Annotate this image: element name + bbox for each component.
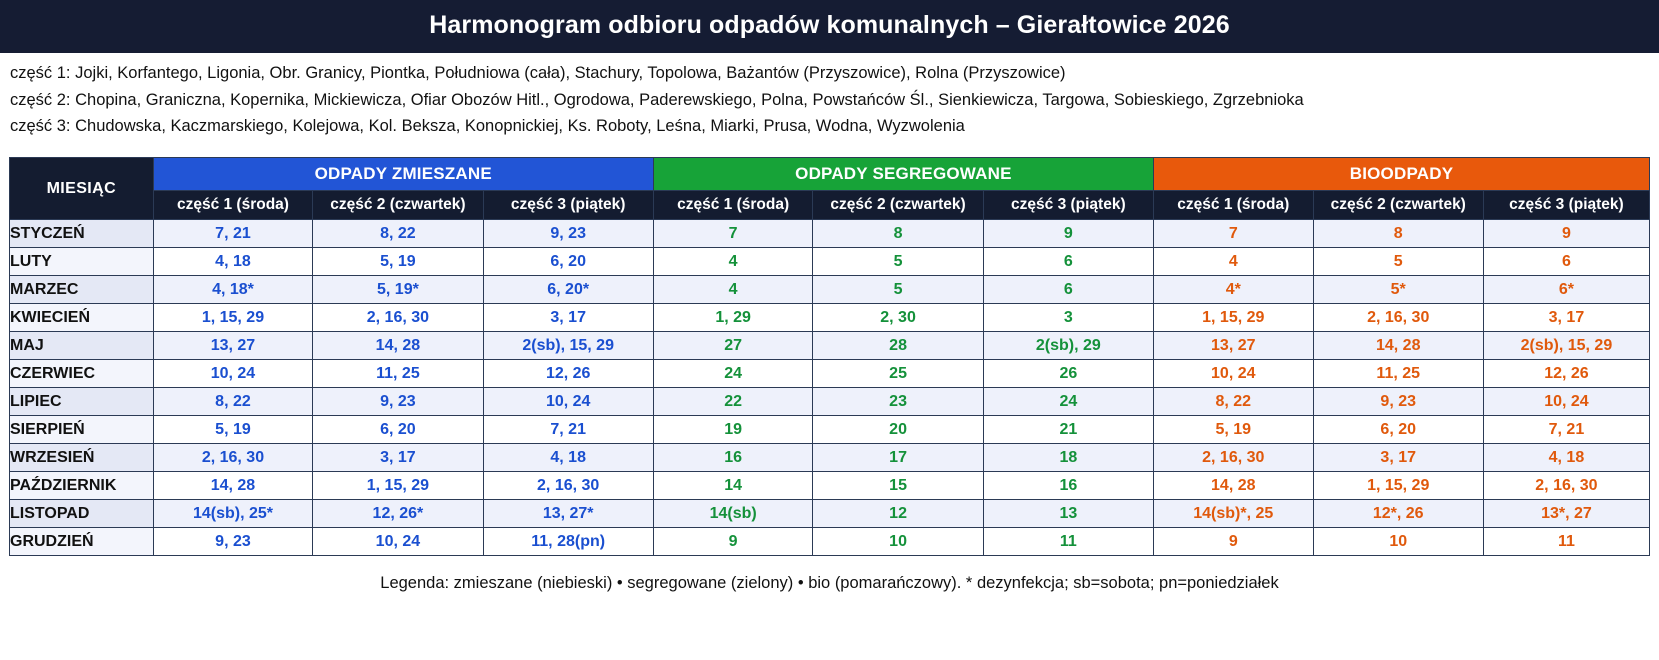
cell-sorted-2: 25 <box>813 360 983 388</box>
table-row <box>10 220 1650 248</box>
row-month: LUTY <box>10 248 154 276</box>
cell-mixed-3: 9, 23 <box>483 220 653 248</box>
cell-sorted-2: 15 <box>813 472 983 500</box>
cell-sorted-3: 6 <box>983 276 1153 304</box>
subheader-mixed-2: część 2 (czwartek) <box>313 191 483 220</box>
cell-mixed-3: 12, 26 <box>483 360 653 388</box>
cell-mixed-1: 4, 18 <box>153 248 313 276</box>
cell-sorted-1: 4 <box>653 248 813 276</box>
table-row <box>10 304 1650 332</box>
cell-sorted-1: 14(sb) <box>653 500 813 528</box>
cell-bio-2: 11, 25 <box>1313 360 1483 388</box>
subheader-bio-3: część 3 (piątek) <box>1483 191 1649 220</box>
table-row <box>10 388 1650 416</box>
cell-bio-2: 5* <box>1313 276 1483 304</box>
cell-bio-2: 9, 23 <box>1313 388 1483 416</box>
cell-bio-3: 6* <box>1483 276 1649 304</box>
table-body <box>10 220 1650 556</box>
header-group-sorted: ODPADY SEGREGOWANE <box>653 158 1153 191</box>
cell-mixed-3: 10, 24 <box>483 388 653 416</box>
cell-mixed-3: 2, 16, 30 <box>483 472 653 500</box>
cell-mixed-2: 2, 16, 30 <box>313 304 483 332</box>
cell-mixed-1: 14, 28 <box>153 472 313 500</box>
cell-bio-2: 5 <box>1313 248 1483 276</box>
cell-mixed-3: 11, 28(pn) <box>483 528 653 556</box>
cell-mixed-3: 7, 21 <box>483 416 653 444</box>
cell-mixed-3: 6, 20 <box>483 248 653 276</box>
cell-bio-2: 10 <box>1313 528 1483 556</box>
cell-sorted-3: 13 <box>983 500 1153 528</box>
cell-sorted-3: 26 <box>983 360 1153 388</box>
zone-line-1: część 1: Jojki, Korfantego, Ligonia, Obr. Granicy, Piontka, Południowa (cała), Stachury, Topolowa, Bażantów (Przyszowice), Rolna (Przyszowice) <box>10 64 1066 82</box>
subheader-row <box>10 191 1650 220</box>
table-row <box>10 248 1650 276</box>
cell-mixed-1: 14(sb), 25* <box>153 500 313 528</box>
cell-bio-3: 11 <box>1483 528 1649 556</box>
cell-mixed-1: 8, 22 <box>153 388 313 416</box>
cell-bio-1: 8, 22 <box>1153 388 1313 416</box>
cell-mixed-2: 6, 20 <box>313 416 483 444</box>
cell-mixed-3: 6, 20* <box>483 276 653 304</box>
row-month: MARZEC <box>10 276 154 304</box>
cell-sorted-2: 23 <box>813 388 983 416</box>
cell-bio-3: 7, 21 <box>1483 416 1649 444</box>
cell-sorted-1: 16 <box>653 444 813 472</box>
cell-mixed-1: 5, 19 <box>153 416 313 444</box>
cell-mixed-1: 13, 27 <box>153 332 313 360</box>
legend-text: Legenda: zmieszane (niebieski) • segregowane (zielony) • bio (pomarańczowy). * dezynfekcja; sb=sobota; pn=poniedziałek <box>380 574 1279 593</box>
header-month: MIESIĄC <box>10 158 154 220</box>
cell-sorted-2: 5 <box>813 248 983 276</box>
cell-sorted-2: 2, 30 <box>813 304 983 332</box>
row-month: STYCZEŃ <box>10 220 154 248</box>
cell-mixed-3: 4, 18 <box>483 444 653 472</box>
cell-mixed-3: 3, 17 <box>483 304 653 332</box>
cell-mixed-2: 5, 19 <box>313 248 483 276</box>
cell-mixed-3: 13, 27* <box>483 500 653 528</box>
cell-mixed-2: 5, 19* <box>313 276 483 304</box>
cell-sorted-3: 2(sb), 29 <box>983 332 1153 360</box>
cell-sorted-3: 18 <box>983 444 1153 472</box>
cell-bio-3: 10, 24 <box>1483 388 1649 416</box>
cell-bio-3: 13*, 27 <box>1483 500 1649 528</box>
row-month: CZERWIEC <box>10 360 154 388</box>
table-row <box>10 332 1650 360</box>
cell-sorted-3: 9 <box>983 220 1153 248</box>
cell-sorted-1: 14 <box>653 472 813 500</box>
cell-sorted-3: 24 <box>983 388 1153 416</box>
cell-bio-2: 6, 20 <box>1313 416 1483 444</box>
cell-sorted-2: 10 <box>813 528 983 556</box>
cell-sorted-3: 6 <box>983 248 1153 276</box>
cell-sorted-3: 11 <box>983 528 1153 556</box>
cell-sorted-3: 16 <box>983 472 1153 500</box>
table-row <box>10 276 1650 304</box>
zone-line-3: część 3: Chudowska, Kaczmarskiego, Kolejowa, Kol. Beksza, Konopnickiej, Ks. Roboty, Leśna, Miarki, Prusa, Wodna, Wyzwolenia <box>10 117 965 136</box>
zone-list <box>0 53 1659 140</box>
subheader-bio-2: część 2 (czwartek) <box>1313 191 1483 220</box>
cell-sorted-1: 4 <box>653 276 813 304</box>
cell-mixed-2: 10, 24 <box>313 528 483 556</box>
cell-bio-3: 4, 18 <box>1483 444 1649 472</box>
zone-line-2: część 2: Chopina, Graniczna, Kopernika, Mickiewicza, Ofiar Obozów Hitl., Ogrodowa, Paderewskiego, Polna, Powstańców Śl., Sienkiewicza, Targowa, Sobieskiego, Zgrzebnioka <box>10 90 1304 109</box>
table-row <box>10 444 1650 472</box>
cell-bio-1: 5, 19 <box>1153 416 1313 444</box>
cell-bio-3: 3, 17 <box>1483 304 1649 332</box>
row-month: PAŹDZIERNIK <box>10 472 154 500</box>
table-row <box>10 472 1650 500</box>
cell-mixed-1: 1, 15, 29 <box>153 304 313 332</box>
cell-bio-1: 14(sb)*, 25 <box>1153 500 1313 528</box>
row-month: WRZESIEŃ <box>10 444 154 472</box>
cell-bio-2: 1, 15, 29 <box>1313 472 1483 500</box>
cell-mixed-2: 3, 17 <box>313 444 483 472</box>
row-month: KWIECIEŃ <box>10 304 154 332</box>
cell-sorted-1: 9 <box>653 528 813 556</box>
table-row <box>10 416 1650 444</box>
cell-sorted-2: 17 <box>813 444 983 472</box>
subheader-sorted-1: część 1 (środa) <box>653 191 813 220</box>
cell-bio-3: 6 <box>1483 248 1649 276</box>
header-group-bio: BIOODPADY <box>1153 158 1649 191</box>
subheader-mixed-1: część 1 (środa) <box>153 191 313 220</box>
cell-mixed-2: 9, 23 <box>313 388 483 416</box>
cell-sorted-2: 28 <box>813 332 983 360</box>
cell-bio-3: 12, 26 <box>1483 360 1649 388</box>
table-head <box>10 158 1650 220</box>
header-group-mixed: ODPADY ZMIESZANE <box>153 158 653 191</box>
cell-bio-2: 14, 28 <box>1313 332 1483 360</box>
cell-bio-2: 3, 17 <box>1313 444 1483 472</box>
cell-bio-1: 9 <box>1153 528 1313 556</box>
cell-bio-1: 14, 28 <box>1153 472 1313 500</box>
table-row <box>10 360 1650 388</box>
cell-sorted-1: 1, 29 <box>653 304 813 332</box>
cell-mixed-2: 8, 22 <box>313 220 483 248</box>
cell-sorted-1: 19 <box>653 416 813 444</box>
cell-bio-1: 7 <box>1153 220 1313 248</box>
cell-sorted-1: 22 <box>653 388 813 416</box>
cell-bio-1: 13, 27 <box>1153 332 1313 360</box>
cell-mixed-2: 12, 26* <box>313 500 483 528</box>
schedule-table-wrapper <box>0 157 1659 556</box>
cell-bio-3: 9 <box>1483 220 1649 248</box>
row-month: MAJ <box>10 332 154 360</box>
cell-bio-1: 4* <box>1153 276 1313 304</box>
cell-mixed-2: 1, 15, 29 <box>313 472 483 500</box>
cell-bio-2: 12*, 26 <box>1313 500 1483 528</box>
subheader-bio-1: część 1 (środa) <box>1153 191 1313 220</box>
subheader-sorted-3: część 3 (piątek) <box>983 191 1153 220</box>
table-row <box>10 528 1650 556</box>
subheader-sorted-2: część 2 (czwartek) <box>813 191 983 220</box>
row-month: SIERPIEŃ <box>10 416 154 444</box>
row-month: LISTOPAD <box>10 500 154 528</box>
subheader-mixed-3: część 3 (piątek) <box>483 191 653 220</box>
cell-mixed-1: 2, 16, 30 <box>153 444 313 472</box>
cell-bio-3: 2(sb), 15, 29 <box>1483 332 1649 360</box>
row-month: LIPIEC <box>10 388 154 416</box>
cell-mixed-1: 9, 23 <box>153 528 313 556</box>
page-title: Harmonogram odbioru odpadów komunalnych – Gierałtowice 2026 <box>0 0 1659 53</box>
cell-sorted-2: 8 <box>813 220 983 248</box>
cell-mixed-2: 11, 25 <box>313 360 483 388</box>
row-month: GRUDZIEŃ <box>10 528 154 556</box>
cell-bio-2: 8 <box>1313 220 1483 248</box>
cell-sorted-2: 5 <box>813 276 983 304</box>
cell-mixed-2: 14, 28 <box>313 332 483 360</box>
group-header-row <box>10 158 1650 191</box>
cell-sorted-3: 21 <box>983 416 1153 444</box>
cell-bio-1: 1, 15, 29 <box>1153 304 1313 332</box>
cell-bio-1: 10, 24 <box>1153 360 1313 388</box>
cell-sorted-1: 24 <box>653 360 813 388</box>
cell-mixed-1: 10, 24 <box>153 360 313 388</box>
cell-bio-1: 2, 16, 30 <box>1153 444 1313 472</box>
cell-mixed-1: 4, 18* <box>153 276 313 304</box>
cell-sorted-1: 27 <box>653 332 813 360</box>
cell-sorted-2: 20 <box>813 416 983 444</box>
cell-bio-1: 4 <box>1153 248 1313 276</box>
cell-sorted-1: 7 <box>653 220 813 248</box>
table-row <box>10 500 1650 528</box>
cell-bio-2: 2, 16, 30 <box>1313 304 1483 332</box>
cell-sorted-3: 3 <box>983 304 1153 332</box>
cell-mixed-1: 7, 21 <box>153 220 313 248</box>
cell-mixed-3: 2(sb), 15, 29 <box>483 332 653 360</box>
cell-sorted-2: 12 <box>813 500 983 528</box>
cell-bio-3: 2, 16, 30 <box>1483 472 1649 500</box>
schedule-table <box>9 157 1650 556</box>
